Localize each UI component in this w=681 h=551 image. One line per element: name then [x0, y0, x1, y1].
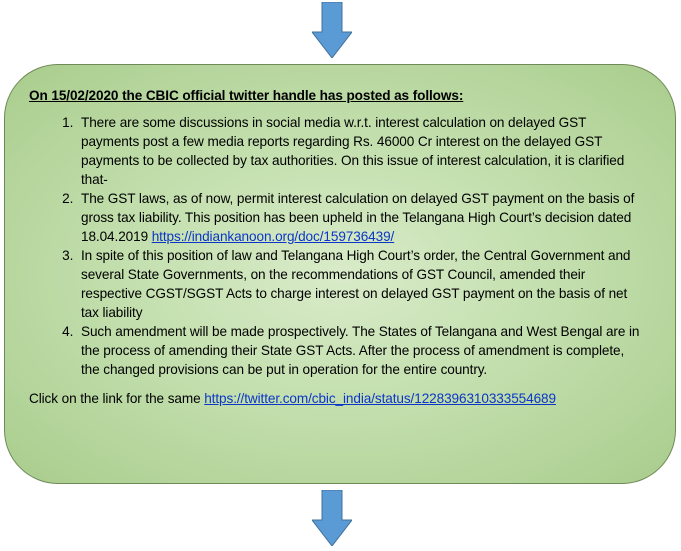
list-item-text: Such amendment will be made prospectively. The States of Telangana and West Bengal are in the process of amending their State GST Acts. After the process of amendment is complete, the changed provisions can be put in operation for the entire country.: [81, 324, 640, 377]
flowchart-box: [4, 64, 676, 484]
footer-line: [29, 389, 645, 408]
twitter-link[interactable]: https://twitter.com/cbic_india/status/1228396310333554689: [204, 391, 556, 406]
list-item-text: The GST laws, as of now, permit interest calculation on delayed GST payment on the basis of gross tax liability. This position has been upheld in the Telangana High Court’s decision dated 18.04.2019: [81, 191, 635, 244]
indiankanoon-link[interactable]: https://indiankanoon.org/doc/159736439/: [151, 229, 395, 244]
down-arrow-icon: [312, 2, 352, 58]
list-item: [77, 189, 645, 246]
list-item: [77, 246, 645, 322]
heading: On 15/02/2020 the CBIC official twitter handle has posted as follows:: [29, 88, 464, 103]
footer-text: Click on the link for the same: [29, 391, 205, 406]
list-item-text: In spite of this position of law and Telangana High Court’s order, the Central Government and several State Governments, on the recommendations of GST Council, amended their respective CGST/SGST Acts to charge interest on delayed GST payment on the basis of net tax liability: [81, 248, 631, 320]
numbered-list: [29, 113, 645, 379]
down-arrow-icon: [312, 490, 352, 546]
list-item: [77, 322, 645, 379]
list-item: [77, 113, 645, 189]
list-item-text: There are some discussions in social media w.r.t. interest calculation on delayed GST payments post a few media reports regarding Rs. 46000 Cr interest on the delayed GST payments to be collected by tax authorities. On this issue of interest calculation, it is clarified that-: [81, 115, 625, 187]
